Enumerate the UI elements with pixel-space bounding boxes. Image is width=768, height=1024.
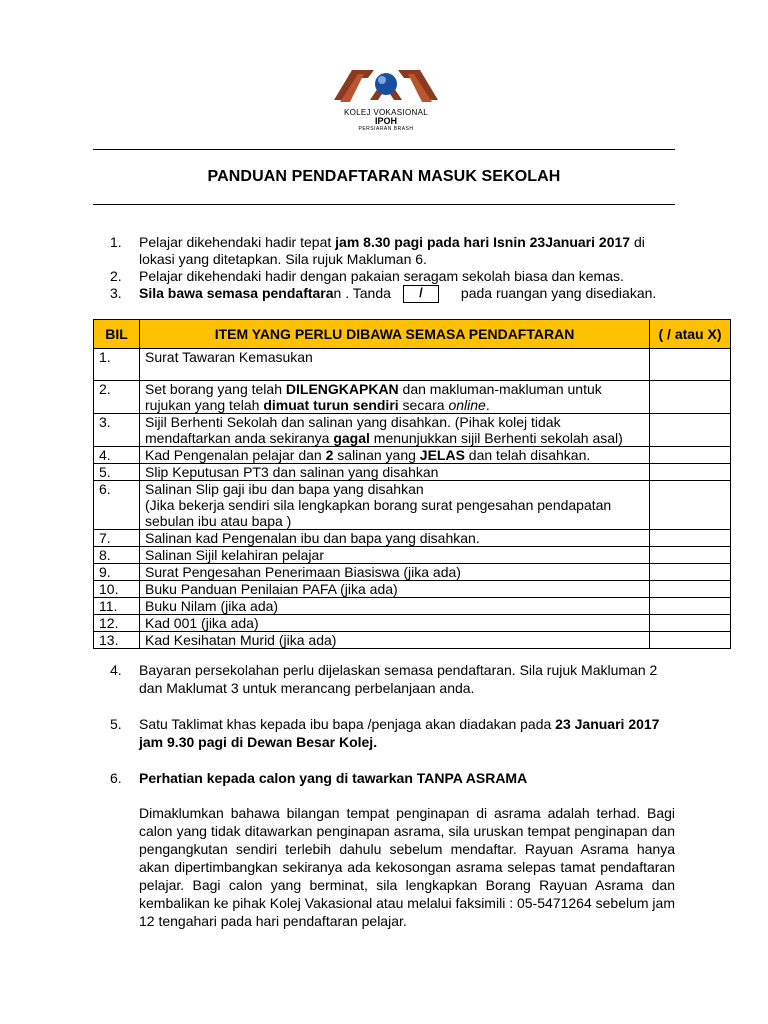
college-logo — [330, 62, 442, 132]
row-item-text: Surat Pengesahan Penerimaan Biasiswa (jika ada) — [145, 564, 461, 580]
note-item — [110, 661, 675, 697]
row-number: 9. — [94, 564, 140, 581]
table-row — [94, 547, 731, 564]
item-text: pada ruangan yang disediakan. — [460, 285, 657, 301]
instruction-list — [110, 234, 675, 303]
row-item-text: Surat Tawaran Kemasukan — [145, 349, 313, 365]
table-row — [94, 581, 731, 598]
item-bold-text: Perhatian kepada calon yang di tawarkan TANPA ASRAMA — [139, 770, 528, 786]
item-text: Pelajar dikehendaki hadir tepat — [139, 234, 336, 250]
row-item-text: Salinan kad Pengenalan ibu dan bapa yang disahkan. — [145, 530, 480, 546]
row-check-cell[interactable] — [650, 349, 731, 381]
row-check-cell[interactable] — [650, 547, 731, 564]
row-item-text: Buku Panduan Penilaian PAFA (jika ada) — [145, 581, 398, 597]
row-check-cell[interactable] — [650, 381, 731, 414]
row-item-text: dimuat turun sendiri — [263, 397, 399, 413]
row-check-cell[interactable] — [650, 464, 731, 481]
row-check-cell[interactable] — [650, 615, 731, 632]
row-item-text: menunjukkan sijil Berhenti sekolah asal) — [369, 430, 623, 446]
hostel-notice-paragraph: Dimaklumkan bahawa bilangan tempat penginapan di asrama adalah terhad. Bagi calon yang tidak ditawarkan penginapan asrama, sila uruskan tempat penginapan dan pengangkutan sendiri terlebih dahulu sebelum mendaftar. Rayuan Asrama hanya akan dipertimbangkan sekiranya ada kekosongan asrama selepas tamat pendaftaran pelajar. Bagi calon yang berminat, sila lengkapkan Borang Rayuan Asrama dan kembalikan ke pihak Kolej Vakasional atau melalui faksimili : 05-5471264 sebelum jam 12 tengahari pada hari pendaftaran pelajar. — [139, 805, 675, 929]
checklist-table — [93, 319, 731, 649]
row-item-text: secara — [398, 397, 449, 413]
row-item-text: Set borang yang telah — [145, 381, 286, 397]
title-divider — [93, 204, 675, 205]
row-item — [140, 349, 650, 381]
row-item — [140, 564, 650, 581]
row-number: 12. — [94, 615, 140, 632]
table-row — [94, 598, 731, 615]
table-row — [94, 349, 731, 381]
item-number: 6. — [110, 770, 122, 786]
row-number: 10. — [94, 581, 140, 598]
row-number: 5. — [94, 464, 140, 481]
item-number: 1. — [110, 234, 122, 250]
item-number: 4. — [110, 662, 122, 678]
item-text: Satu Taklimat khas kepada ibu bapa /penjaga akan diadakan pada — [139, 716, 556, 732]
row-item-text: . — [485, 397, 490, 413]
logo-line1: KOLEJ VOKASIONAL — [344, 108, 428, 117]
row-item-text: Kad Pengenalan pelajar dan — [145, 447, 326, 463]
row-item — [140, 464, 650, 481]
row-item-text: dan telah disahkan. — [464, 447, 591, 463]
row-check-cell[interactable] — [650, 632, 731, 649]
logo-line2: IPOH — [374, 116, 397, 126]
table-row — [94, 414, 731, 447]
note-item — [110, 715, 675, 751]
logo-emblem-icon — [330, 62, 442, 108]
instruction-item — [110, 285, 675, 303]
row-number: 7. — [94, 530, 140, 547]
row-item-text: gagal — [333, 430, 370, 446]
row-check-cell[interactable] — [650, 581, 731, 598]
note-item — [110, 769, 675, 787]
row-item-text: DILENGKAPKAN — [285, 381, 399, 397]
row-check-cell[interactable] — [650, 447, 731, 464]
row-item-text: Sijil Berhenti Sekolah dan salinan yang disahkan. (Pihak kolej tidak mendaftarkan anda sekiranya — [145, 414, 561, 446]
table-row — [94, 464, 731, 481]
instruction-item — [110, 234, 675, 268]
table-header-row — [94, 320, 731, 349]
row-item — [140, 598, 650, 615]
row-check-cell[interactable] — [650, 564, 731, 581]
table-body — [94, 349, 731, 649]
header-bil: BIL — [94, 320, 140, 349]
item-bold-text: 23 Januari 2017 jam 9.30 pagi di Dewan Besar Kolej. — [139, 716, 660, 750]
row-item — [140, 581, 650, 598]
table-row — [94, 530, 731, 547]
row-number: 6. — [94, 481, 140, 530]
item-text: n . Tanda — [333, 285, 391, 301]
row-item-text: (Jika bekerja sendiri sila lengkapkan borang surat pengesahan pendapatan sebulan ibu atau bapa ) — [145, 497, 612, 529]
row-item-text: Salinan Slip gaji ibu dan bapa yang disahkan — [145, 481, 424, 497]
row-item — [140, 447, 650, 464]
row-item — [140, 481, 650, 530]
row-number: 11. — [94, 598, 140, 615]
table-row — [94, 615, 731, 632]
tick-mark-box: / — [403, 285, 439, 303]
row-item-text: 2 — [325, 447, 334, 463]
row-number: 13. — [94, 632, 140, 649]
item-number: 5. — [110, 716, 122, 732]
item-text: di lokasi yang ditetapkan. Sila rujuk Makluman 6. — [139, 234, 645, 267]
page-title: PANDUAN PENDAFTARAN MASUK SEKOLAH — [207, 168, 561, 185]
row-item — [140, 615, 650, 632]
row-number: 1. — [94, 349, 140, 381]
row-item — [140, 632, 650, 649]
row-item-text: Salinan Sijil kelahiran pelajar — [145, 547, 324, 563]
row-item-text: online — [448, 397, 486, 413]
item-number: 2. — [110, 268, 122, 284]
row-item — [140, 381, 650, 414]
header-item: ITEM YANG PERLU DIBAWA SEMASA PENDAFTARAN — [140, 320, 650, 349]
row-item-text: dan makluman-makluman untuk rujukan yang telah — [145, 381, 602, 413]
notes-list — [110, 661, 675, 787]
row-number: 3. — [94, 414, 140, 447]
item-bold-text: jam 8.30 pagi pada hari Isnin 23Januari 2017 — [335, 234, 631, 250]
instruction-item — [110, 268, 675, 285]
row-number: 4. — [94, 447, 140, 464]
row-item — [140, 530, 650, 547]
row-number: 2. — [94, 381, 140, 414]
row-item-text: Kad 001 (jika ada) — [145, 615, 259, 631]
table-row — [94, 564, 731, 581]
row-check-cell[interactable] — [650, 598, 731, 615]
row-item-text: Slip Keputusan PT3 dan salinan yang disahkan — [145, 464, 439, 480]
table-row — [94, 381, 731, 414]
row-item-text: Buku Nilam (jika ada) — [145, 598, 279, 614]
logo-line3: PERSIARAN BRASH — [358, 126, 414, 132]
item-text: Bayaran persekolahan perlu dijelaskan semasa pendaftaran. Sila rujuk Makluman 2 dan Maklumat 3 untuk merancang perbelanjaan anda. — [139, 662, 658, 696]
top-divider — [93, 149, 675, 150]
header-check: ( / atau X) — [650, 320, 731, 349]
row-number: 8. — [94, 547, 140, 564]
table-row — [94, 447, 731, 464]
item-number: 3. — [110, 285, 122, 301]
item-text: Pelajar dikehendaki hadir dengan pakaian seragam sekolah biasa dan kemas. — [139, 268, 624, 284]
table-row — [94, 481, 731, 530]
row-check-cell[interactable] — [650, 530, 731, 547]
row-check-cell[interactable] — [650, 481, 731, 530]
row-item — [140, 547, 650, 564]
row-item-text: Kad Kesihatan Murid (jika ada) — [145, 632, 337, 648]
row-item-text: salinan yang — [333, 447, 420, 463]
item-bold-text: Sila bawa semasa pendaftara — [139, 285, 334, 301]
row-check-cell[interactable] — [650, 414, 731, 447]
row-item — [140, 414, 650, 447]
row-item-text: JELAS — [419, 447, 465, 463]
table-row — [94, 632, 731, 649]
